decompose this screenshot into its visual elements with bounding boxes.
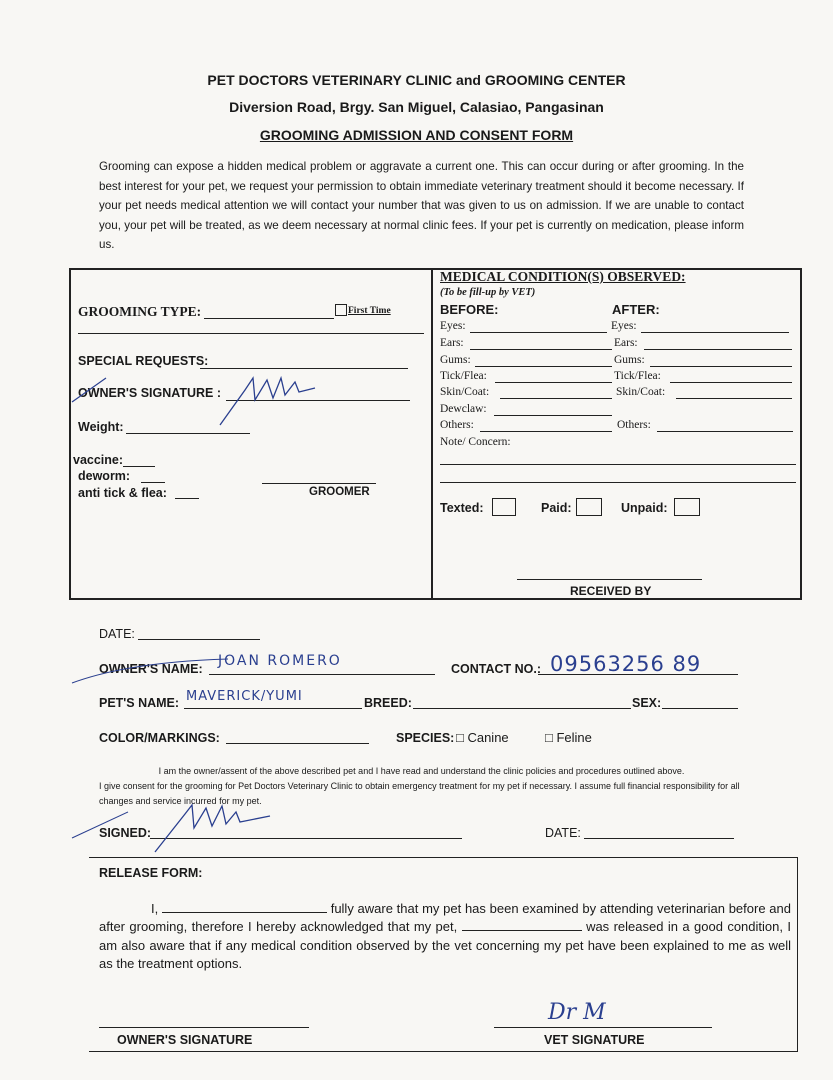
after-others-label: Others: bbox=[617, 419, 651, 431]
breed-label: BREED: bbox=[364, 696, 412, 710]
pets-name-label: PET'S NAME: bbox=[99, 696, 180, 710]
owner-signature-label: OWNER'S SIGNATURE : bbox=[78, 386, 222, 400]
species-label: SPECIES: bbox=[396, 731, 455, 745]
before-ears-field[interactable] bbox=[470, 349, 612, 350]
before-others-label: Others: bbox=[440, 419, 474, 431]
clinic-address: Diversion Road, Brgy. San Miguel, Calasiao, Pangasinan bbox=[229, 99, 604, 115]
consent-line-1: I am the owner/assent of the above described pet and I have read and understand the clinic policies and procedures outlined above. bbox=[158, 766, 685, 776]
breed-field[interactable] bbox=[413, 708, 631, 709]
after-tick-label: Tick/Flea: bbox=[614, 370, 661, 382]
note-line-2[interactable] bbox=[440, 482, 796, 483]
release-owner-signature-label: OWNER'S SIGNATURE bbox=[117, 1033, 253, 1047]
grooming-type-field[interactable] bbox=[204, 318, 334, 319]
before-eyes-field[interactable] bbox=[470, 332, 607, 333]
form-title: GROOMING ADMISSION AND CONSENT FORM bbox=[259, 127, 574, 143]
release-text-2: was released in a good condition, I am also aware that if any medical condition observed by the vet concerning my pet have been explained to me as well as the treatment options. bbox=[99, 919, 791, 972]
note-line-1[interactable] bbox=[440, 464, 796, 465]
before-dewclaw-label: Dewclaw: bbox=[440, 403, 487, 415]
after-skin-field[interactable] bbox=[676, 398, 792, 399]
weight-field[interactable] bbox=[126, 433, 250, 434]
release-owner-signature-field[interactable] bbox=[99, 1027, 309, 1028]
deworm-field[interactable] bbox=[141, 482, 165, 483]
before-dewclaw-field[interactable] bbox=[494, 415, 612, 416]
after-others-field[interactable] bbox=[657, 431, 793, 432]
first-time-checkbox[interactable] bbox=[335, 304, 347, 316]
paid-label: Paid: bbox=[541, 501, 572, 515]
before-tick-label: Tick/Flea: bbox=[440, 370, 487, 382]
before-gums-field[interactable] bbox=[475, 366, 612, 367]
intro-paragraph: Grooming can expose a hidden medical problem or aggravate a current one. This can occur during or after grooming. In the best interest for your pet, we request your permission to obtain immediate veterinary treatment should it become necessary. If your pet needs medical attention we will contact your number that was given to us on admission. If we are unable to contact you, your pet will be treated, as we deem necessary at normal clinic fees. If your pet is currently on medication, please inform us. bbox=[99, 160, 744, 252]
first-time-label: First Time bbox=[348, 306, 391, 316]
pen-stroke-name bbox=[70, 655, 230, 685]
owners-name-field[interactable] bbox=[209, 674, 435, 675]
sex-label: SEX: bbox=[632, 696, 662, 710]
pen-stroke-signed bbox=[70, 810, 130, 840]
before-gums-label: Gums: bbox=[440, 354, 471, 366]
color-label: COLOR/MARKINGS: bbox=[99, 731, 220, 745]
texted-checkbox[interactable] bbox=[492, 498, 516, 516]
before-label: BEFORE: bbox=[440, 302, 499, 317]
deworm-label: deworm: bbox=[78, 469, 131, 483]
anti-tick-field[interactable] bbox=[175, 498, 199, 499]
unpaid-checkbox[interactable] bbox=[674, 498, 700, 516]
release-owner-field[interactable] bbox=[162, 902, 327, 913]
release-i: I, bbox=[151, 901, 159, 916]
texted-label: Texted: bbox=[440, 501, 484, 515]
owners-name-value: JOAN ROMERO bbox=[218, 653, 342, 669]
grooming-type-label: GROOMING TYPE: bbox=[78, 304, 202, 319]
after-tick-field[interactable] bbox=[670, 382, 792, 383]
feline-option[interactable]: □ Feline bbox=[545, 730, 592, 745]
after-ears-field[interactable] bbox=[644, 349, 792, 350]
before-others-field[interactable] bbox=[480, 431, 612, 432]
canine-option[interactable]: □ Canine bbox=[456, 730, 509, 745]
special-requests-label: SPECIAL REQUESTS: bbox=[78, 354, 209, 368]
contact-value: 09563256 89 bbox=[550, 652, 702, 676]
consent-date-label: DATE: bbox=[545, 826, 581, 840]
medical-title: MEDICAL CONDITION(S) OBSERVED: bbox=[440, 269, 686, 284]
owners-name-label: OWNER'S NAME: bbox=[99, 662, 203, 676]
note-label: Note/ Concern: bbox=[440, 436, 511, 448]
release-text-1: fully aware that my pet has been examined by attending veterinarian before and after grooming, therefore I hereby acknowledged that my pet, bbox=[99, 901, 791, 935]
paid-checkbox[interactable] bbox=[576, 498, 602, 516]
after-gums-field[interactable] bbox=[650, 366, 792, 367]
grooming-type-line-2[interactable] bbox=[78, 333, 424, 334]
date-field[interactable] bbox=[138, 639, 260, 640]
after-eyes-label: Eyes: bbox=[611, 320, 637, 332]
consent-line-2: I give consent for the grooming for Pet Doctors Veterinary Clinic to obtain emergency treatment for my pet if necessary. I assume full financial responsibility for all changes and service incurred for my pet. bbox=[99, 781, 740, 806]
after-skin-label: Skin/Coat: bbox=[616, 386, 666, 398]
before-eyes-label: Eyes: bbox=[440, 320, 466, 332]
weight-label: Weight: bbox=[78, 420, 124, 434]
before-ears-label: Ears: bbox=[440, 337, 464, 349]
color-field[interactable] bbox=[226, 743, 369, 744]
special-requests-field[interactable] bbox=[200, 368, 408, 369]
consent-signature-scribble bbox=[150, 800, 280, 855]
release-pet-field[interactable] bbox=[462, 920, 582, 931]
sex-field[interactable] bbox=[662, 708, 738, 709]
anti-tick-label: anti tick & flea: bbox=[78, 486, 167, 500]
before-skin-label: Skin/Coat: bbox=[440, 386, 490, 398]
box-divider bbox=[431, 268, 433, 600]
unpaid-label: Unpaid: bbox=[621, 501, 668, 515]
after-ears-label: Ears: bbox=[614, 337, 638, 349]
vet-signature-label: VET SIGNATURE bbox=[544, 1033, 645, 1047]
medical-subtitle: (To be fill-up by VET) bbox=[440, 287, 536, 298]
release-title: RELEASE FORM: bbox=[99, 866, 203, 880]
pets-name-value: MAVERICK/YUMI bbox=[186, 689, 303, 704]
after-eyes-field[interactable] bbox=[641, 332, 789, 333]
pen-mark bbox=[70, 376, 110, 406]
vaccine-field[interactable] bbox=[123, 466, 155, 467]
release-paragraph bbox=[99, 900, 791, 974]
contact-label: CONTACT NO.: bbox=[451, 662, 542, 676]
clinic-name: PET DOCTORS VETERINARY CLINIC and GROOMING CENTER bbox=[207, 72, 626, 88]
after-label: AFTER: bbox=[612, 302, 660, 317]
after-gums-label: Gums: bbox=[614, 354, 645, 366]
vet-initials: Dr M bbox=[548, 1000, 606, 1025]
before-skin-field[interactable] bbox=[500, 398, 612, 399]
received-by-label: RECEIVED BY bbox=[570, 584, 652, 598]
vaccine-label: vaccine: bbox=[73, 453, 124, 467]
groomer-label: GROOMER bbox=[309, 486, 370, 498]
date-label: DATE: bbox=[99, 627, 135, 641]
consent-date-field[interactable] bbox=[584, 838, 734, 839]
before-tick-field[interactable] bbox=[495, 382, 612, 383]
vet-signature-field[interactable] bbox=[494, 1027, 712, 1028]
pets-name-field[interactable] bbox=[184, 708, 362, 709]
owner-signature-scribble bbox=[215, 370, 325, 430]
signed-label: SIGNED: bbox=[99, 826, 152, 840]
received-by-field[interactable] bbox=[517, 579, 702, 580]
groomer-field[interactable] bbox=[262, 483, 376, 484]
